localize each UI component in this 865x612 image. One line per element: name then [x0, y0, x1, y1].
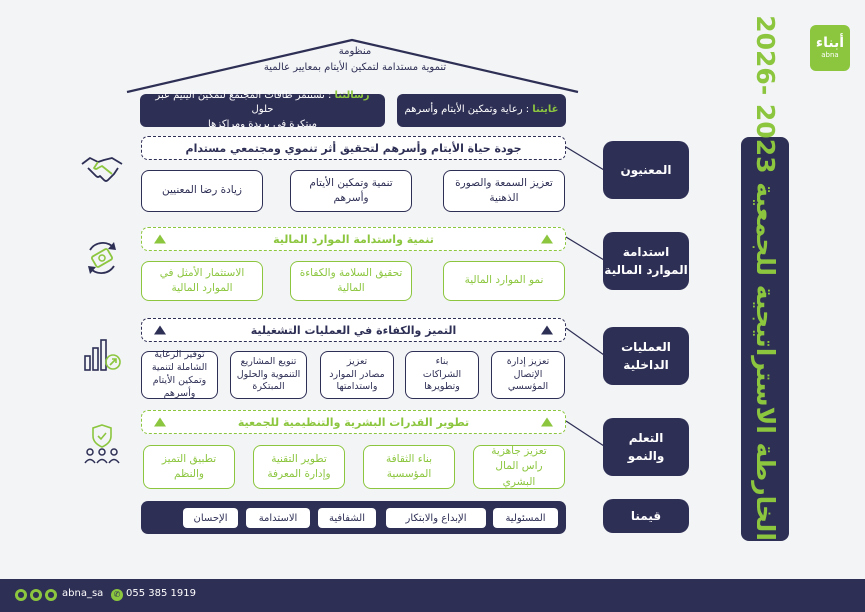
whatsapp-icon: ● [15, 589, 27, 601]
band-financial [141, 227, 566, 251]
triangle-marker [154, 235, 166, 244]
band-operations [141, 318, 566, 342]
mission-text: : نستثمر طاقات المجتمع لتمكين اليتيم عبر حلول مبتكرة في بريدة ومراكزها [155, 89, 332, 130]
value-transparency: الشفافية [318, 508, 376, 528]
mission-box [140, 89, 385, 130]
footer-handle: abna_sa [62, 588, 104, 599]
objective-empower-orphans: تنمية وتمكين الأيتام وأسرهم [290, 170, 412, 212]
objective-technology: تطوير التقنية وإدارة المعرفة [253, 445, 345, 489]
objective-reputation: تعزيز السمعة والصورة الذهنية [443, 170, 565, 212]
values-bar [141, 501, 566, 534]
perspective-values: قيمنا [603, 499, 689, 533]
objective-diversify-projects: تنويع المشاريع التنموية والحلول المبتكرة [230, 351, 307, 399]
footer-bar [0, 579, 865, 612]
perspective-stakeholders: المعنيون [603, 141, 689, 199]
footer-phone: 055 385 1919 [126, 588, 196, 599]
triangle-marker [541, 326, 553, 335]
triangle-marker [154, 418, 166, 427]
perspective-learning: التعلم والنمو [603, 418, 689, 476]
handshake-icon [80, 150, 124, 186]
vertical-title: الخارطة الاستراتيجية للجمعية 2023 -2026 [751, 15, 780, 541]
band-quality-of-life-text: جودة حياة الأيتام وأسرهم لتحقيق أثر تنموي ومجتمعي مستدام [185, 141, 522, 155]
roof-title-line2: تنموية مستدامة لتمكين الأيتام بمعايير عالمية [263, 61, 447, 73]
band-quality-of-life [141, 136, 566, 160]
connector-lines [566, 130, 606, 540]
band-financial-text: تنمية واستدامة الموارد المالية [273, 232, 434, 246]
twitter-icon: ● [45, 589, 57, 601]
logo-latin: abna [821, 50, 839, 59]
value-sustainability: الاستدامة [246, 508, 310, 528]
band-capabilities-text: تطوير القدرات البشرية والتنظيمية للجمعية [237, 415, 470, 429]
objective-financial-safety: تحقيق السلامة والكفاءة المالية [290, 261, 412, 301]
objective-resource-sources: تعزيز مصادر الموارد واستدامتها [320, 351, 394, 399]
objective-grow-resources: نمو الموارد المالية [443, 261, 565, 301]
abna-logo [810, 25, 850, 71]
goal-label: غايتنا [532, 104, 559, 116]
triangle-marker [541, 235, 553, 244]
value-creativity: الإبداع والابتكار [386, 508, 486, 528]
perspective-internal: العمليات الداخلية [603, 327, 689, 385]
perspective-financial: استدامة الموارد المالية [603, 232, 689, 290]
triangle-marker [154, 326, 166, 335]
money-cycle-icon [82, 238, 122, 278]
value-responsibility: المسئولية [493, 508, 558, 528]
value-excellence: الإحسان [183, 508, 238, 528]
goal-text: : رعاية وتمكين الأيتام وأسرهم [404, 104, 533, 116]
goal-box [397, 94, 566, 127]
objective-comprehensive-care: توفير الرعاية الشاملة لتنمية وتمكين الأيتام وأسرهم [141, 351, 218, 399]
objective-human-capital: تعزيز جاهزية راس المال البشري [473, 445, 565, 489]
objective-optimal-investment: الاستثمار الأمثل في الموارد المالية [141, 261, 263, 301]
band-capabilities [141, 410, 566, 434]
objective-communication: تعزيز إدارة الإتصال المؤسسي [491, 351, 565, 399]
band-operations-text: التميز والكفاءة في العمليات التشغيلية [250, 323, 457, 337]
roof-title-line1: منظومة [338, 46, 372, 57]
roof-title [210, 44, 500, 75]
snapchat-icon: ● [30, 589, 42, 601]
mission-label: رسالتنا [334, 89, 370, 101]
objective-satisfaction: زيادة رضا المعنيين [141, 170, 263, 212]
growth-chart-icon [82, 334, 122, 374]
objective-culture: بناء الثقافة المؤسسية [363, 445, 455, 489]
objective-partnerships: بناء الشراكات وتطويرها [405, 351, 479, 399]
triangle-marker [541, 418, 553, 427]
logo-arabic: أبناء [815, 35, 845, 52]
phone-icon: ✆ [111, 589, 123, 601]
people-shield-icon [80, 422, 124, 466]
vertical-title-bar [741, 15, 789, 541]
objective-excellence: تطبيق التميز والنظم [143, 445, 235, 489]
